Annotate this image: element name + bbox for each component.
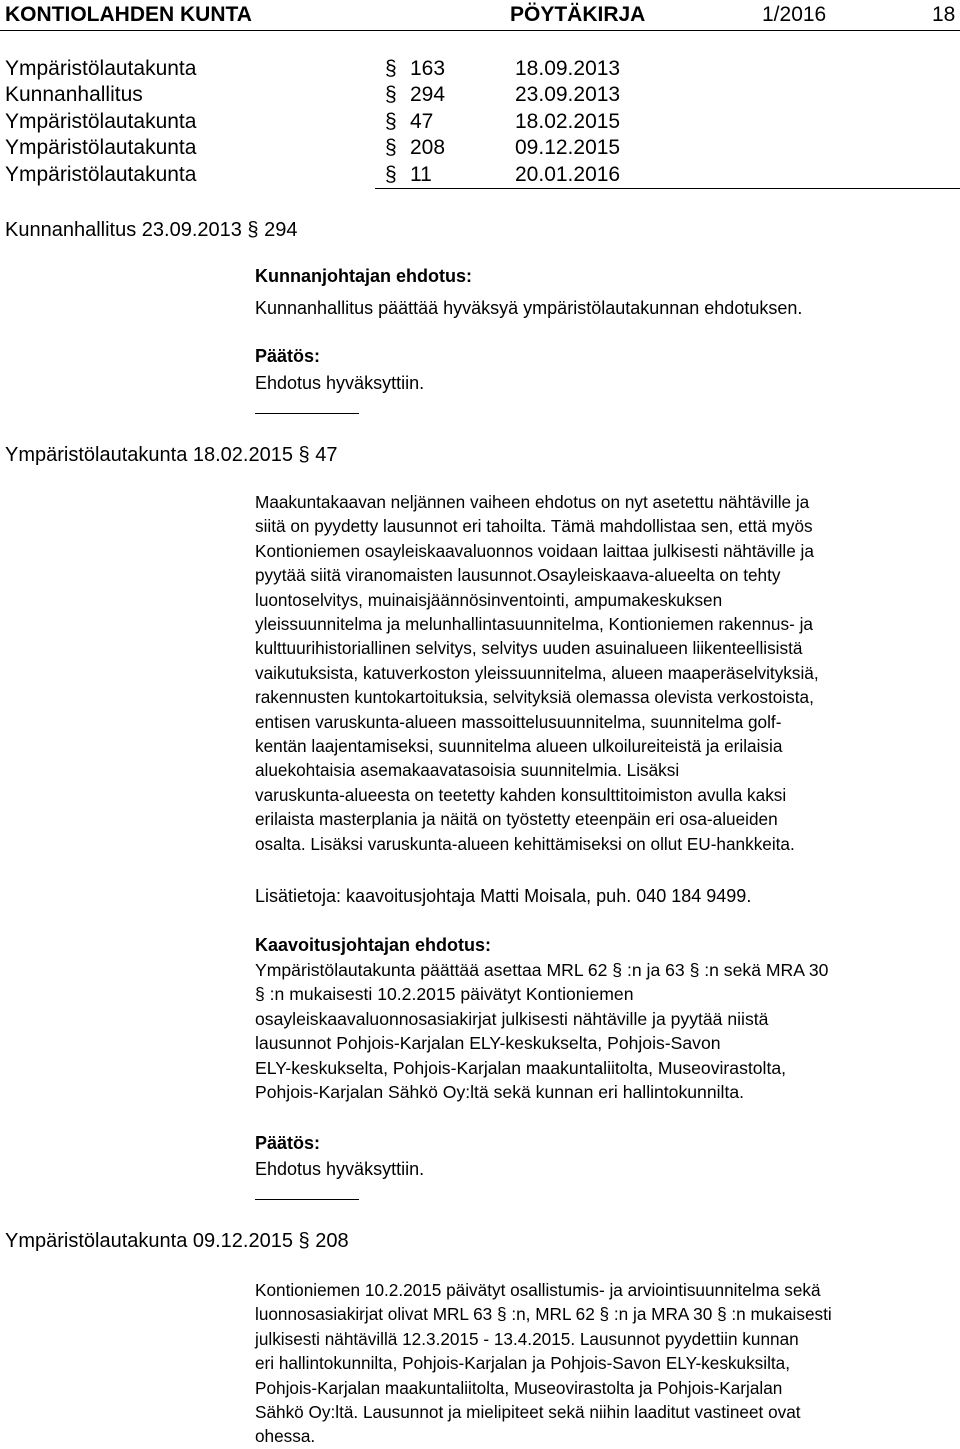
paragraph-line: ohessa. bbox=[255, 1426, 316, 1447]
paragraph-line: Kontioniemen osayleiskaavaluonnos voidaan laittaa julkisesti nähtäville ja bbox=[255, 540, 814, 561]
doc-type: PÖYTÄKIRJA bbox=[510, 3, 646, 26]
page-number: 18 bbox=[932, 3, 956, 26]
paragraph-line: luonnosasiakirjat olivat MRL 63 § :n, MRL 62 § :n ja MRA 30 § :n mukaisesti bbox=[255, 1304, 832, 1325]
history-row bbox=[5, 135, 955, 161]
history-section-number: 208 bbox=[410, 136, 446, 160]
paragraph-line: eri hallintokunnilta, Pohjois-Karjalan ja Pohjois-Savon ELY-keskuksilta, bbox=[255, 1353, 791, 1374]
history-section-number: 294 bbox=[410, 83, 446, 107]
history-section-number: 47 bbox=[410, 109, 434, 133]
history-row bbox=[5, 56, 955, 82]
paragraph-line: entisen varuskunta-alueen massoittelusuunnitelma, suunnitelma golf- bbox=[255, 711, 782, 732]
page-header bbox=[0, 0, 960, 31]
paragraph-line: aluekohtaisia asemakaavatasoisia suunnitelmia. Lisäksi bbox=[255, 760, 680, 781]
history-body: Ympäristölautakunta bbox=[5, 136, 197, 160]
section-end-rule bbox=[255, 1199, 359, 1200]
history-date: 18.02.2015 bbox=[515, 109, 621, 133]
history-table-divider bbox=[375, 188, 960, 189]
history-row bbox=[5, 82, 955, 108]
history-row bbox=[5, 162, 955, 188]
history-body: Ympäristölautakunta bbox=[5, 57, 197, 80]
kh-2013-proposal-text: Kunnanhallitus päättää hyväksyä ympäristölautakunnan ehdotuksen. bbox=[255, 298, 803, 318]
history-section-number: 11 bbox=[410, 162, 432, 186]
yl-2015-12-paragraph bbox=[255, 1278, 955, 1449]
proposal-line: osayleiskaavaluonnosasiakirjat julkisesti nähtäville ja pyytää niistä bbox=[255, 1008, 769, 1029]
yl-2015-12-label: Ympäristölautakunta 09.12.2015 § 208 bbox=[5, 1230, 349, 1252]
section-sign: § bbox=[385, 136, 397, 160]
yl-2015-02-label: Ympäristölautakunta 18.02.2015 § 47 bbox=[5, 444, 338, 466]
issue-number: 1/2016 bbox=[762, 3, 827, 26]
paragraph-line: kulttuurihistoriallinen selvitys, selvitys uuden asuinalueen liikenteellisistä bbox=[255, 638, 803, 659]
paragraph-line: yleissuunnitelma ja melunhallintasuunnitelma, Kontioniemen rakennus- ja bbox=[255, 614, 813, 635]
kh-2013-proposal-heading: Kunnanjohtajan ehdotus: bbox=[255, 266, 472, 286]
paragraph-line: Kontioniemen 10.2.2015 päivätyt osallistumis- ja arviointisuunnitelma sekä bbox=[255, 1280, 821, 1300]
history-body: Kunnanhallitus bbox=[5, 83, 143, 107]
paragraph-line: pyytää siitä viranomaisten lausunnot.Osayleiskaava-alueelta on tehty bbox=[255, 565, 781, 586]
yl-2015-02-info: Lisätietoja: kaavoitusjohtaja Matti Moisala, puh. 040 184 9499. bbox=[255, 886, 752, 906]
paragraph-line: Maakuntakaavan neljännen vaiheen ehdotus on nyt asetettu nähtäville ja bbox=[255, 492, 810, 512]
yl-2015-02-paragraph bbox=[255, 490, 955, 856]
kh-2013-label: Kunnanhallitus 23.09.2013 § 294 bbox=[5, 219, 298, 241]
history-body: Ympäristölautakunta bbox=[5, 109, 197, 133]
paragraph-line: Pohjois-Karjalan maakuntaliitolta, Museovirastolta ja Pohjois-Karjalan bbox=[255, 1377, 783, 1398]
yl-2015-02-decision-text: Ehdotus hyväksyttiin. bbox=[255, 1159, 425, 1179]
kh-2013-decision-heading: Päätös: bbox=[255, 346, 321, 366]
proposal-line: ELY-keskukselta, Pohjois-Karjalan maakuntaliitolta, Museovirastolta, bbox=[255, 1057, 787, 1078]
paragraph-line: luontoselvitys, muinaisjäännösinventointi, ampumakeskuksen bbox=[255, 589, 723, 610]
paragraph-line: erilaista masterplania ja näitä on työstetty eteenpäin eri osa-alueiden bbox=[255, 809, 778, 830]
section-end-rule bbox=[255, 413, 359, 414]
yl-2015-02-proposal-text bbox=[255, 958, 955, 1104]
section-sign: § bbox=[385, 57, 397, 80]
proposal-line: Ympäristölautakunta päättää asettaa MRL 62 § :n ja 63 § :n sekä MRA 30 bbox=[255, 960, 829, 980]
paragraph-line: rakennusten kuntokartoituksia, selvityksiä olemassa olevista verkostoista, bbox=[255, 687, 814, 708]
history-date: 18.09.2013 bbox=[515, 57, 621, 80]
history-date: 20.01.2016 bbox=[515, 162, 621, 186]
paragraph-line: osalta. Lisäksi varuskunta-alueen kehittämiseksi on ollut EU-hankkeita. bbox=[255, 833, 795, 854]
section-sign: § bbox=[385, 83, 397, 107]
yl-2015-02-decision-heading: Päätös: bbox=[255, 1133, 321, 1153]
history-date: 23.09.2013 bbox=[515, 83, 621, 107]
paragraph-line: vaikutuksista, katuverkoston yleissuunnitelma, alueen maaperäselvityksiä, bbox=[255, 662, 819, 683]
history-row bbox=[5, 109, 955, 135]
proposal-line: § :n mukaisesti 10.2.2015 päivätyt Kontioniemen bbox=[255, 984, 634, 1005]
history-table bbox=[5, 56, 955, 188]
proposal-line: lausunnot Pohjois-Karjalan ELY-keskukselta, Pohjois-Savon bbox=[255, 1033, 721, 1054]
yl-2015-02-proposal-heading: Kaavoitusjohtajan ehdotus: bbox=[255, 935, 492, 955]
proposal-line: Pohjois-Karjalan Sähkö Oy:ltä sekä kunnan eri hallintokunnilta. bbox=[255, 1082, 744, 1103]
kh-2013-decision-text: Ehdotus hyväksyttiin. bbox=[255, 373, 425, 393]
section-sign: § bbox=[385, 162, 397, 186]
org-name: KONTIOLAHDEN KUNTA bbox=[5, 3, 252, 26]
paragraph-line: siitä on pyydetty lausunnot eri tahoilta. Tämä mahdollistaa sen, että myös bbox=[255, 516, 813, 537]
history-date: 09.12.2015 bbox=[515, 136, 621, 160]
paragraph-line: julkisesti nähtävillä 12.3.2015 - 13.4.2015. Lausunnot pyydettiin kunnan bbox=[255, 1328, 799, 1349]
history-body: Ympäristölautakunta bbox=[5, 162, 197, 186]
paragraph-line: varuskunta-alueesta on teetetty kahden konsulttitoimiston avulla kaksi bbox=[255, 784, 787, 805]
history-section-number: 163 bbox=[410, 57, 446, 80]
section-sign: § bbox=[385, 109, 397, 133]
paragraph-line: Sähkö Oy:ltä. Lausunnot ja mielipiteet sekä niihin laaditut vastineet ovat bbox=[255, 1402, 801, 1423]
paragraph-line: kentän laajentamiseksi, suunnitelma alueen ulkoilureiteistä ja erilaisia bbox=[255, 736, 783, 757]
